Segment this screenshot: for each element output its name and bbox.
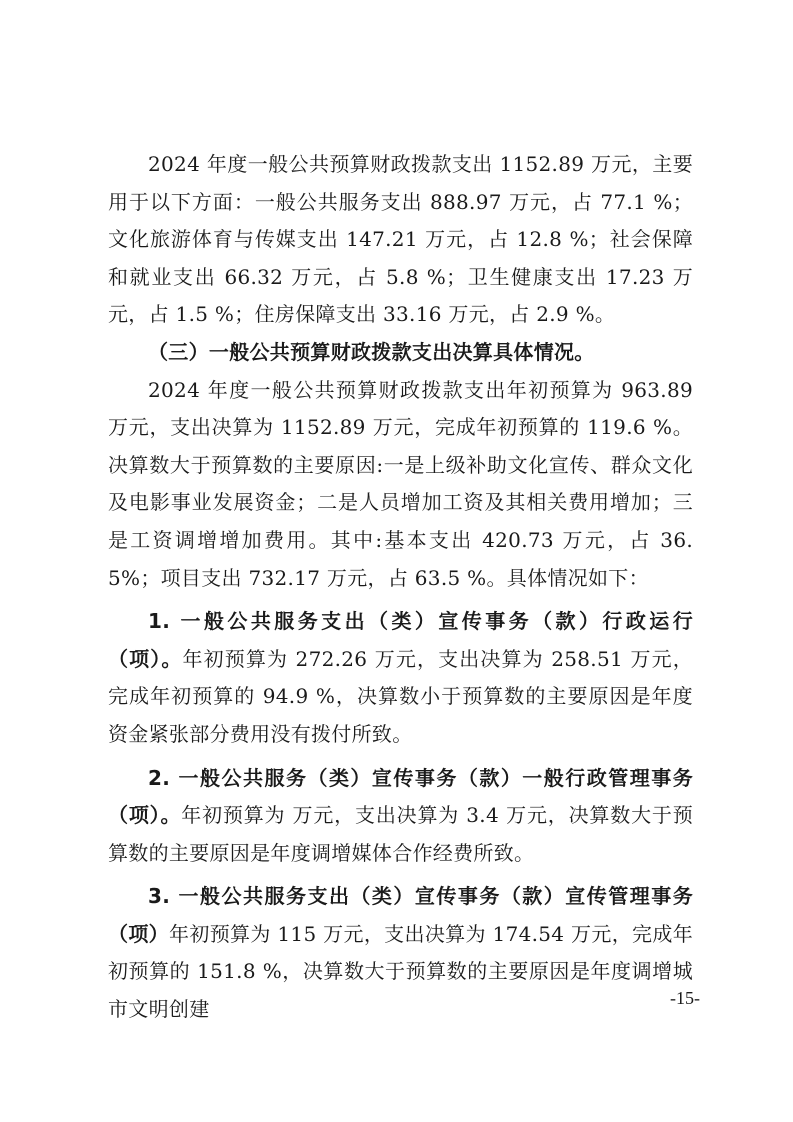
item-1-text: 年初预算为 272.26 万元，支出决算为 258.51 万元，完成年初预算的 94.9 %，决算数小于预算数的主要原因是年度资金紧张部分费用没有拨付所致。	[108, 646, 694, 746]
item-3	[108, 878, 693, 1028]
paragraph-expenditure-summary: 2024 年度一般公共预算财政拨款支出 1152.89 万元，主要用于以下方面：一般公共服务支出 888.97 万元，占 77.1 %；文化旅游体育与传媒支出 147.21 万元，占 12.8 %；社会保障和就业支出 66.32 万元，占 5.8 %；卫生健康支出 17.23 万元，占 1.5 %；住房保障支出 33.16 万元，占 2.9 %。	[108, 152, 693, 327]
item-2	[108, 760, 693, 873]
section-heading-3: （三）一般公共预算财政拨款支出决算具体情况。	[148, 339, 595, 364]
page-number: -15-	[670, 988, 700, 1008]
item-3-text: 年初预算为 115 万元，支出决算为 174.54 万元，完成年初预算的 151.8 %，决算数大于预算数的主要原因是年度调增城市文明创建	[108, 921, 693, 1022]
item-2-text: 年初预算为 万元，支出决算为 3.4 万元，决算数大于预算数的主要原因是年度调增媒体合作经费所致。	[108, 803, 694, 865]
item-2-title: 2. 一般公共服务（类）宣传事务（款）一般行政管理事务（项）。	[108, 765, 693, 828]
item-1-title: 1. 一般公共服务支出（类）宣传事务（款）行政运行（项）。	[108, 609, 693, 671]
item-1	[108, 603, 693, 753]
item-3-title: 3. 一般公共服务支出（类）宣传事务（款）宣传管理事务（项）	[108, 884, 693, 946]
paragraph-budget-detail: 2024 年度一般公共预算财政拨款支出年初预算为 963.89 万元，支出决算为 1152.89 万元，完成年初预算的 119.6 %。决算数大于预算数的主要原因:一是上级补助文化宣传、群众文化及电影事业发展资金；二是人员增加工资及其相关费用增加；三是工资调增增加费用。其中:基本支出 420.73 万元，占 36.5%；项目支出 732.17 万元，占 63.5 %。具体情况如下：	[108, 377, 693, 590]
document-body	[108, 146, 693, 1029]
